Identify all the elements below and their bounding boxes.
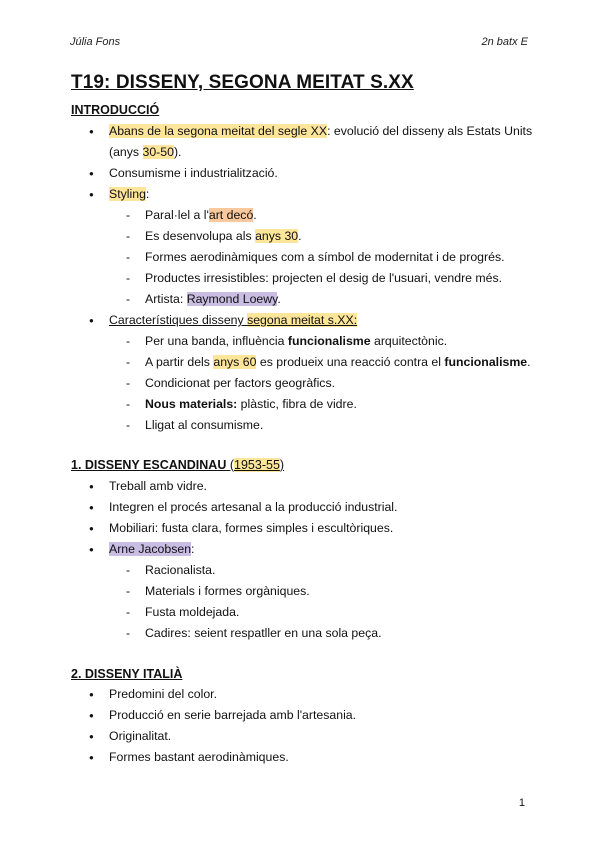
section-heading-italia: 2. DISSENY ITALIÀ: [71, 667, 183, 681]
list-item-text: Integren el procés artesanal a la producció industrial.: [109, 500, 398, 514]
list-item: [0, 726, 600, 747]
list-item-text: Cadires: seient respatller en una sola peça.: [145, 626, 382, 640]
sub-list-item: [0, 560, 600, 581]
list-item-text: Originalitat.: [109, 729, 172, 743]
list-item-text: Predomini del color.: [109, 687, 217, 701]
list-item: [0, 684, 600, 705]
intro-list: [0, 121, 600, 436]
bold-text: Nous materials:: [145, 397, 238, 411]
sub-list-item: [0, 226, 600, 247]
highlight-text: 1953-55: [234, 458, 280, 472]
list-item-text: Productes irresistibles: projecten el desig de l'usuari, vendre més.: [145, 271, 503, 285]
list-item-text: Formes aerodinàmiques com a símbol de modernitat i de progrés.: [145, 250, 505, 264]
list-item-text: .: [277, 292, 281, 306]
sub-list-item: [0, 289, 600, 310]
highlight-text: segona meitat s.XX:: [247, 313, 358, 327]
sub-list-item: [0, 247, 600, 268]
list-item-text: Es desenvolupa als: [145, 229, 256, 243]
escandinau-list: [0, 476, 600, 644]
sub-list-item: [0, 205, 600, 226]
sub-list-item: [0, 331, 600, 352]
bold-text: funcionalisme: [287, 334, 371, 348]
sub-list-item: [0, 602, 600, 623]
list-item-text: .: [253, 208, 257, 222]
list-item-text: :: [145, 187, 150, 201]
list-item-text: Producció en serie barrejada amb l'artesania.: [109, 708, 357, 722]
list-item-text: Racionalista.: [145, 563, 216, 577]
sub-list-item: [0, 352, 600, 373]
highlight-text: Styling: [109, 187, 146, 201]
header-course: 2n batx E: [481, 36, 528, 48]
list-item-text: Formes bastant aerodinàmiques.: [109, 750, 289, 764]
list-item: [0, 121, 600, 142]
list-item-text: Característiques disseny: [109, 313, 248, 327]
list-item-text: .: [527, 355, 531, 369]
page-title: T19: DISSENY, SEGONA MEITAT S.XX: [71, 72, 414, 93]
highlight-text: Abans de la segona meitat del segle XX: [109, 124, 328, 138]
list-item: [0, 497, 600, 518]
list-item-text: Fusta moldejada.: [145, 605, 240, 619]
sub-list-item: [0, 268, 600, 289]
sub-list-item: [0, 581, 600, 602]
list-item: [0, 539, 600, 560]
list-item-text: ).: [173, 145, 182, 159]
list-item-text: Artista:: [145, 292, 187, 306]
list-item-text: Consumisme i industrialització.: [109, 166, 278, 180]
section-heading-introduccio: INTRODUCCIÓ: [71, 103, 160, 117]
list-item-continuation: [0, 142, 600, 163]
highlight-text: 30-50: [142, 145, 174, 159]
list-item-text: arquitectònic.: [370, 334, 448, 348]
list-item-text: (anys: [109, 145, 143, 159]
italia-list: [0, 684, 600, 768]
list-item: [0, 476, 600, 497]
list-item-text: Treball amb vidre.: [109, 479, 207, 493]
list-item-text: plàstic, fibra de vidre.: [237, 397, 357, 411]
date-paren: ): [279, 458, 285, 472]
list-item: [0, 310, 600, 331]
list-item-text: :: [191, 542, 195, 556]
list-item-text: Materials i formes orgàniques.: [145, 584, 310, 598]
highlight-text: Arne Jacobsen: [109, 542, 192, 556]
section-heading-text: 1. DISSENY ESCANDINAU: [71, 458, 227, 472]
bold-text: funcionalisme: [444, 355, 528, 369]
list-item: [0, 705, 600, 726]
list-item-text: Lligat al consumisme.: [145, 418, 264, 432]
list-item-text: Per una banda, influència: [145, 334, 288, 348]
list-item: [0, 184, 600, 205]
header-author: Júlia Fons: [70, 36, 121, 48]
list-item: [0, 747, 600, 768]
sub-list-item: [0, 415, 600, 436]
list-item: [0, 163, 600, 184]
highlight-text: art decó: [208, 208, 254, 222]
list-item-text: Paral·lel a l': [145, 208, 209, 222]
highlight-text: anys 30: [255, 229, 299, 243]
section-heading-escandinau: [71, 458, 284, 472]
list-item-text: Condicionat per factors geogràfics.: [145, 376, 336, 390]
page-number: 1: [518, 797, 525, 809]
sub-list-item: [0, 373, 600, 394]
list-item-text: es produeix una reacció contra el: [256, 355, 445, 369]
highlight-text: anys 60: [213, 355, 257, 369]
list-item-text: .: [298, 229, 302, 243]
highlight-text: Raymond Loewy: [186, 292, 278, 306]
list-item: [0, 518, 600, 539]
sub-list-item: [0, 394, 600, 415]
date-paren: (: [229, 458, 235, 472]
sub-list-item: [0, 623, 600, 644]
list-item-text: A partir dels: [145, 355, 214, 369]
list-item-text: : evolució del disseny als Estats Units: [327, 124, 533, 138]
list-item-text: Mobiliari: fusta clara, formes simples i escultòriques.: [109, 521, 394, 535]
